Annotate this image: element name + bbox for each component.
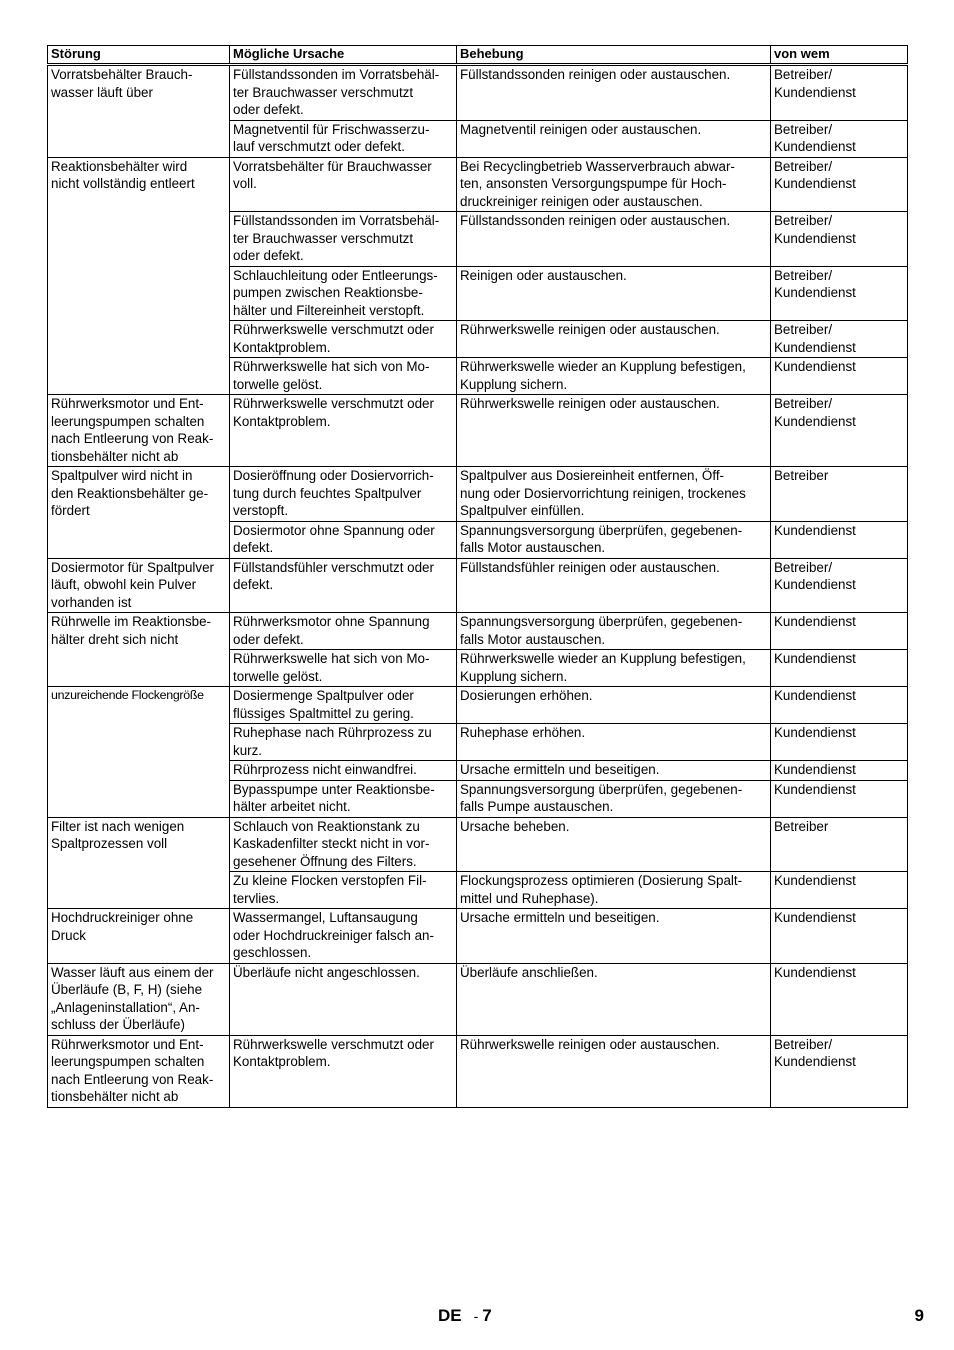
remedy-cell: Rührwerkswelle reinigen oder austauschen. bbox=[457, 321, 771, 358]
cause-cell: Dosieröffnung oder Dosiervorrich- tung durch feuchtes Spaltpulver verstopft. bbox=[230, 467, 457, 522]
table-row bbox=[48, 963, 908, 1035]
remedy-cell: Überläufe anschließen. bbox=[457, 963, 771, 1035]
cause-cell: Rührprozess nicht einwandfrei. bbox=[230, 761, 457, 781]
remedy-cell: Bei Recyclingbetrieb Wasserverbrauch abwar- ten, ansonsten Versorgungspumpe für Hoch- druckreiniger reinigen oder austauschen. bbox=[457, 157, 771, 212]
responsible-cell: Betreiber/ Kundendienst bbox=[771, 65, 908, 121]
header-stoerung: Störung bbox=[48, 46, 230, 65]
problem-cell: Dosiermotor für Spaltpulver läuft, obwohl kein Pulver vorhanden ist bbox=[48, 558, 230, 613]
cause-cell: Rührwerkswelle hat sich von Mo- torwelle gelöst. bbox=[230, 358, 457, 395]
responsible-cell: Betreiber/ Kundendienst bbox=[771, 395, 908, 467]
responsible-cell: Betreiber bbox=[771, 817, 908, 872]
cause-cell: Füllstandssonden im Vorratsbehäl- ter Brauchwasser verschmutzt oder defekt. bbox=[230, 212, 457, 267]
footer-language-label bbox=[438, 1306, 492, 1326]
cause-cell: Überläufe nicht angeschlossen. bbox=[230, 963, 457, 1035]
responsible-cell: Betreiber/ Kundendienst bbox=[771, 212, 908, 267]
cause-cell: Füllstandsfühler verschmutzt oder defekt. bbox=[230, 558, 457, 613]
responsible-cell: Kundendienst bbox=[771, 780, 908, 817]
cause-cell: Schlauchleitung oder Entleerungs- pumpen zwischen Reaktionsbe- hälter und Filtereinheit verstopft. bbox=[230, 266, 457, 321]
cause-cell: Rührwerksmotor ohne Spannung oder defekt. bbox=[230, 613, 457, 650]
responsible-cell: Kundendienst bbox=[771, 909, 908, 964]
responsible-cell: Betreiber/ Kundendienst bbox=[771, 558, 908, 613]
remedy-cell: Ursache beheben. bbox=[457, 817, 771, 872]
responsible-cell: Betreiber/ Kundendienst bbox=[771, 120, 908, 157]
cause-cell: Rührwerkswelle verschmutzt oder Kontaktproblem. bbox=[230, 321, 457, 358]
cause-cell: Ruhephase nach Rührprozess zu kurz. bbox=[230, 724, 457, 761]
cause-cell: Vorratsbehälter für Brauchwasser voll. bbox=[230, 157, 457, 212]
table-header bbox=[48, 46, 908, 65]
table-row bbox=[48, 909, 908, 964]
remedy-cell: Rührwerkswelle wieder an Kupplung befestigen, Kupplung sichern. bbox=[457, 358, 771, 395]
problem-cell: Spaltpulver wird nicht in den Reaktionsbehälter ge- fördert bbox=[48, 467, 230, 559]
header-von-wem: von wem bbox=[771, 46, 908, 65]
remedy-cell: Magnetventil reinigen oder austauschen. bbox=[457, 120, 771, 157]
problem-cell: Rührwelle im Reaktionsbe- hälter dreht sich nicht bbox=[48, 613, 230, 687]
cause-cell: Zu kleine Flocken verstopfen Fil- tervlies. bbox=[230, 872, 457, 909]
cause-cell: Rührwerkswelle verschmutzt oder Kontaktproblem. bbox=[230, 1035, 457, 1107]
remedy-cell: Dosierungen erhöhen. bbox=[457, 687, 771, 724]
responsible-cell: Betreiber bbox=[771, 467, 908, 522]
remedy-cell: Ruhephase erhöhen. bbox=[457, 724, 771, 761]
cause-cell: Dosiermotor ohne Spannung oder defekt. bbox=[230, 521, 457, 558]
responsible-cell: Kundendienst bbox=[771, 872, 908, 909]
cause-cell: Rührwerkswelle hat sich von Mo- torwelle gelöst. bbox=[230, 650, 457, 687]
table-body bbox=[48, 65, 908, 1108]
table-row bbox=[48, 1035, 908, 1107]
cause-cell: Dosiermenge Spaltpulver oder flüssiges Spaltmittel zu gering. bbox=[230, 687, 457, 724]
responsible-cell: Kundendienst bbox=[771, 963, 908, 1035]
problem-cell: Filter ist nach wenigen Spaltprozessen voll bbox=[48, 817, 230, 909]
section-page-number: 7 bbox=[482, 1306, 492, 1325]
cause-cell: Schlauch von Reaktionstank zu Kaskadenfilter steckt nicht in vor- gesehener Öffnung des Filters. bbox=[230, 817, 457, 872]
responsible-cell: Betreiber/ Kundendienst bbox=[771, 157, 908, 212]
remedy-cell: Reinigen oder austauschen. bbox=[457, 266, 771, 321]
responsible-cell: Kundendienst bbox=[771, 521, 908, 558]
table-row bbox=[48, 467, 908, 522]
table-row bbox=[48, 65, 908, 121]
remedy-cell: Spannungsversorgung überprüfen, gegebenen- falls Motor austauschen. bbox=[457, 521, 771, 558]
responsible-cell: Kundendienst bbox=[771, 358, 908, 395]
responsible-cell: Betreiber/ Kundendienst bbox=[771, 321, 908, 358]
cause-cell: Wassermangel, Luftansaugung oder Hochdruckreiniger falsch an- geschlossen. bbox=[230, 909, 457, 964]
responsible-cell: Betreiber/ Kundendienst bbox=[771, 266, 908, 321]
responsible-cell: Betreiber/ Kundendienst bbox=[771, 1035, 908, 1107]
responsible-cell: Kundendienst bbox=[771, 650, 908, 687]
remedy-cell: Rührwerkswelle reinigen oder austauschen. bbox=[457, 395, 771, 467]
remedy-cell: Flockungsprozess optimieren (Dosierung Spalt- mittel und Ruhephase). bbox=[457, 872, 771, 909]
responsible-cell: Kundendienst bbox=[771, 724, 908, 761]
problem-cell: Vorratsbehälter Brauch- wasser läuft über bbox=[48, 65, 230, 158]
cause-cell: Rührwerkswelle verschmutzt oder Kontaktproblem. bbox=[230, 395, 457, 467]
table-row bbox=[48, 613, 908, 650]
cause-cell: Bypasspumpe unter Reaktionsbe- hälter arbeitet nicht. bbox=[230, 780, 457, 817]
footer-separator: - bbox=[473, 1308, 479, 1324]
table-row bbox=[48, 395, 908, 467]
problem-cell: Reaktionsbehälter wird nicht vollständig entleert bbox=[48, 157, 230, 395]
responsible-cell: Kundendienst bbox=[771, 761, 908, 781]
problem-cell: Rührwerksmotor und Ent- leerungspumpen schalten nach Entleerung von Reak- tionsbehälter nicht ab bbox=[48, 395, 230, 467]
remedy-cell: Rührwerkswelle reinigen oder austauschen. bbox=[457, 1035, 771, 1107]
cause-cell: Magnetventil für Frischwasserzu- lauf verschmutzt oder defekt. bbox=[230, 120, 457, 157]
remedy-cell: Füllstandssonden reinigen oder austauschen. bbox=[457, 212, 771, 267]
problem-cell: Rührwerksmotor und Ent- leerungspumpen schalten nach Entleerung von Reak- tionsbehälter nicht ab bbox=[48, 1035, 230, 1107]
troubleshooting-table bbox=[47, 45, 908, 1108]
problem-cell: Hochdruckreiniger ohne Druck bbox=[48, 909, 230, 964]
remedy-cell: Füllstandsfühler reinigen oder austauschen. bbox=[457, 558, 771, 613]
responsible-cell: Kundendienst bbox=[771, 687, 908, 724]
header-row bbox=[48, 46, 908, 65]
remedy-cell: Spannungsversorgung überprüfen, gegebenen- falls Pumpe austauschen. bbox=[457, 780, 771, 817]
remedy-cell: Füllstandssonden reinigen oder austauschen. bbox=[457, 65, 771, 121]
language-code: DE bbox=[438, 1306, 462, 1325]
responsible-cell: Kundendienst bbox=[771, 613, 908, 650]
table-row bbox=[48, 817, 908, 872]
remedy-cell: Ursache ermitteln und beseitigen. bbox=[457, 909, 771, 964]
page-number: 9 bbox=[914, 1306, 924, 1325]
header-behebung: Behebung bbox=[457, 46, 771, 65]
problem-cell: unzureichende Flockengröße bbox=[48, 687, 230, 818]
problem-cell: Wasser läuft aus einem der Überläufe (B, F, H) (siehe „Anlageninstallation“, An- schluss der Überläufe) bbox=[48, 963, 230, 1035]
remedy-cell: Rührwerkswelle wieder an Kupplung befestigen, Kupplung sichern. bbox=[457, 650, 771, 687]
remedy-cell: Spaltpulver aus Dosiereinheit entfernen, Öff- nung oder Dosiervorrichtung reinigen, trockenes Spaltpulver einfüllen. bbox=[457, 467, 771, 522]
remedy-cell: Spannungsversorgung überprüfen, gegebenen- falls Motor austauschen. bbox=[457, 613, 771, 650]
table-row bbox=[48, 558, 908, 613]
cause-cell: Füllstandssonden im Vorratsbehäl- ter Brauchwasser verschmutzt oder defekt. bbox=[230, 65, 457, 121]
header-ursache: Mögliche Ursache bbox=[230, 46, 457, 65]
remedy-cell: Ursache ermitteln und beseitigen. bbox=[457, 761, 771, 781]
table-row bbox=[48, 687, 908, 724]
table-row bbox=[48, 157, 908, 212]
